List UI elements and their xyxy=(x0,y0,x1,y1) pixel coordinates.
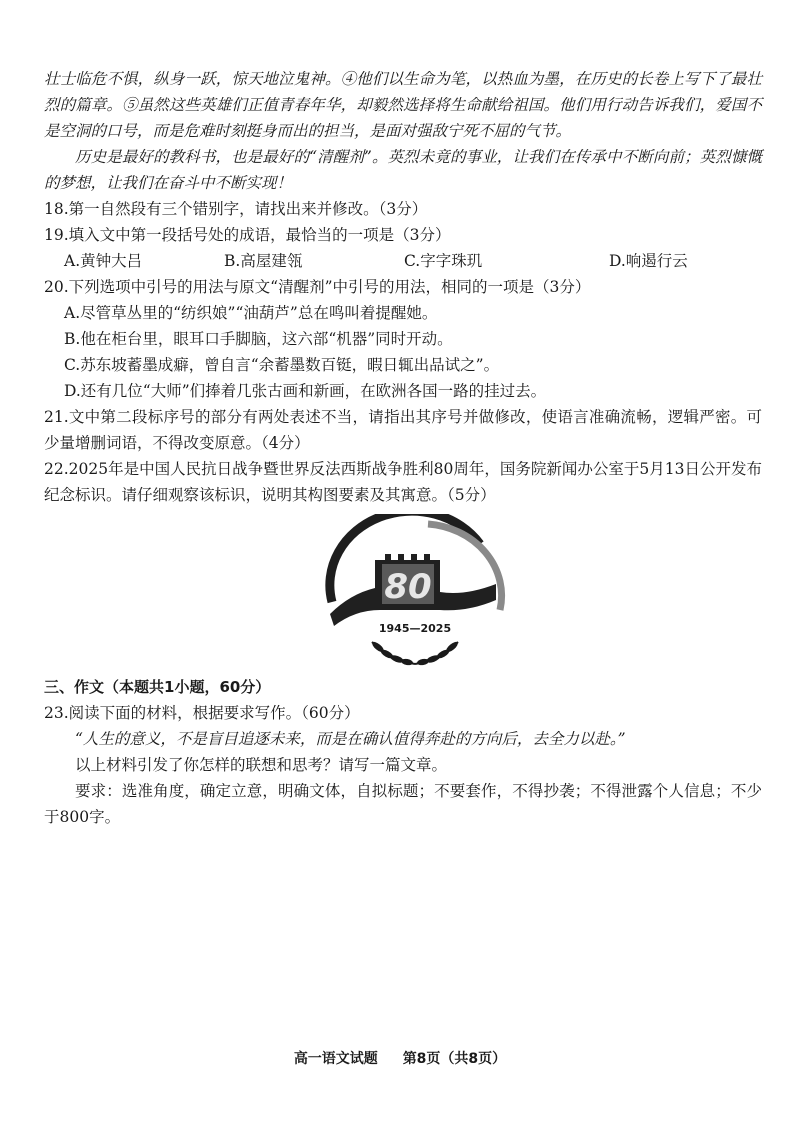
question-23-requirements: 要求：选准角度，确定立意，明确文体，自拟标题；不要套作，不得抄袭；不得泄露个人信息；不少于800字。 xyxy=(44,782,762,826)
option-a: A.黄钟大吕 xyxy=(64,252,143,270)
question-23-stem: 23.阅读下面的材料，根据要求写作。（60分） xyxy=(44,704,360,722)
page-content xyxy=(44,66,762,830)
option-a: A.尽管草丛里的“纺织娘”“油葫芦”总在鸣叫着提醒她。 xyxy=(64,304,438,322)
emblem-number: 80 xyxy=(384,567,432,607)
question-22: 22.2025年是中国人民抗日战争暨世界反法西斯战争胜利80周年，国务院新闻办公室于5月13日公开发布纪念标识。请仔细观察该标识，说明其构图要素及其寓意。（5分） xyxy=(44,460,762,504)
option-c: C.字字珠玑 xyxy=(404,252,483,270)
emblem-area xyxy=(44,512,762,672)
laurel-icon xyxy=(371,640,460,666)
passage-paragraph-2: 历史是最好的教科书，也是最好的“清醒剂”。英烈未竟的事业，让我们在传承中不断向前；英烈慷慨的梦想，让我们在奋斗中不断实现！ xyxy=(44,148,762,192)
section-3-heading: 三、作文（本题共1小题，60分） xyxy=(44,678,271,696)
footer-page-number: 第8页（共8页） xyxy=(402,1051,507,1067)
question-23-quote: “人生的意义，不是盲目追逐未来，而是在确认值得奔赴的方向后，去全力以赴。” xyxy=(75,730,626,748)
option-d: D.响遏行云 xyxy=(609,252,688,270)
question-20-stem: 20.下列选项中引号的用法与原文“清醒剂”中引号的用法，相同的一项是（3分） xyxy=(44,278,591,296)
question-23-prompt: 以上材料引发了你怎样的联想和思考？请写一篇文章。 xyxy=(75,756,448,774)
option-c: C.苏东坡蓄墨成癖，曾自言“余蓄墨数百铤，暇日辄出品试之”。 xyxy=(64,356,500,374)
passage-paragraph-1: 壮士临危不惧，纵身一跃，惊天地泣鬼神。④他们以生命为笔，以热血为墨，在历史的长卷上写下了最壮烈的篇章。⑤虽然这些英雄们正值青春年华，却毅然选择将生命献给祖国。他们用行动告诉我们，爱国不是空洞的口号，而是危难时刻挺身而出的担当，是面对强敌宁死不屈的气节。 xyxy=(44,70,762,140)
footer-title: 高一语文试题 xyxy=(293,1051,378,1067)
option-b: B.他在柜台里，眼耳口手脚脑，这六部“机器”同时开动。 xyxy=(64,330,453,348)
option-d: D.还有几位“大师”们捧着几张古画和新画，在欧洲各国一路的挂过去。 xyxy=(64,382,547,400)
page-footer xyxy=(0,1048,800,1068)
victory-80-emblem xyxy=(320,514,510,669)
option-b: B.高屋建瓴 xyxy=(224,252,303,270)
question-18: 18.第一自然段有三个错别字，请找出来并修改。（3分） xyxy=(44,200,428,218)
question-19-stem: 19.填入文中第一段括号处的成语，最恰当的一项是（3分） xyxy=(44,226,451,244)
question-19-options xyxy=(44,248,762,274)
question-21: 21.文中第二段标序号的部分有两处表述不当，请指出其序号并做修改，使语言准确流畅，逻辑严密。可少量增删词语，不得改变原意。（4分） xyxy=(44,408,762,452)
emblem-years: 1945—2025 xyxy=(378,622,452,635)
